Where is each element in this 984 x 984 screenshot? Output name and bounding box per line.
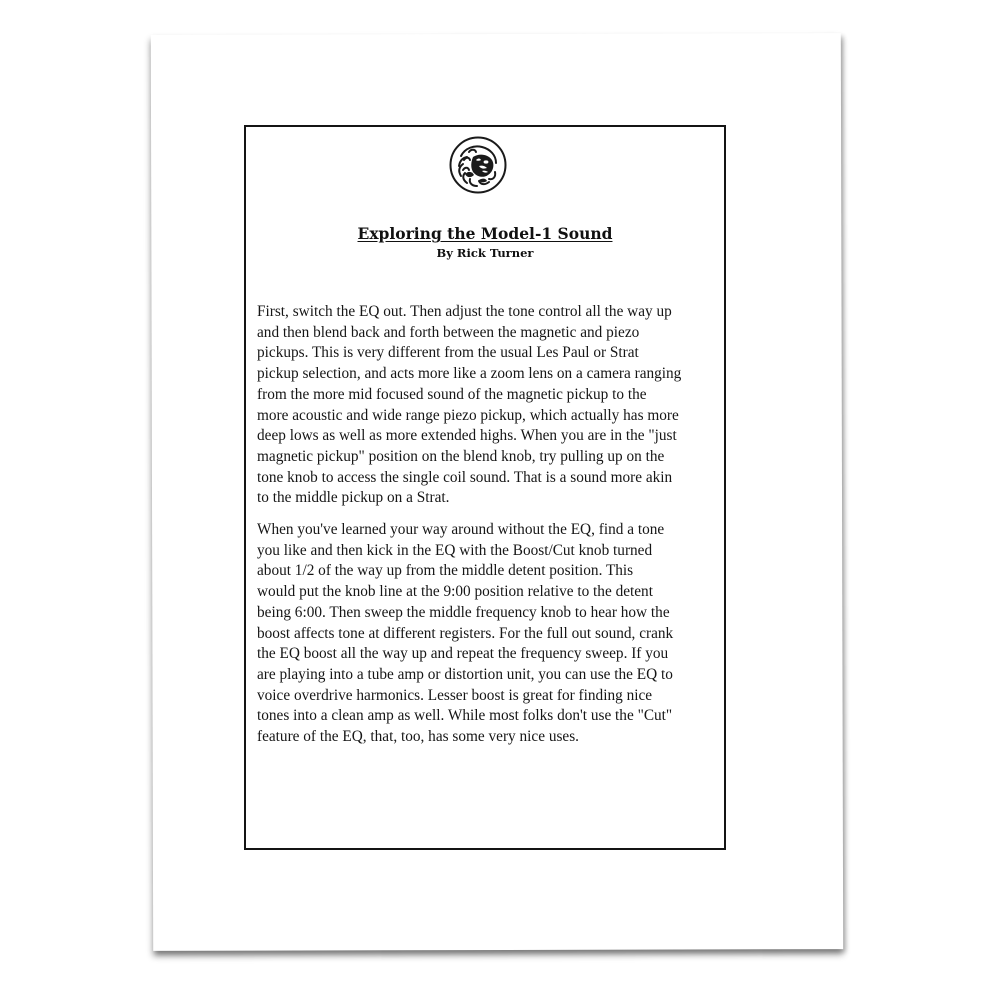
text-line: voice overdrive harmonics. Lesser boost is great for finding nice xyxy=(257,686,653,704)
text-line: about 1/2 of the way up from the middle detent position. This xyxy=(257,562,634,580)
text-line: When you've learned your way around without the EQ, find a tone xyxy=(257,521,665,538)
body-paragraph-1 xyxy=(257,302,717,509)
body-paragraph-2 xyxy=(257,520,717,748)
text-line: are playing into a tube amp or distortion unit, you can use the EQ to xyxy=(257,665,673,683)
text-line: from the more mid focused sound of the magnetic pickup to the xyxy=(257,385,647,403)
text-line: First, switch the EQ out. Then adjust the tone control all the way up xyxy=(257,303,672,320)
text-line: the EQ boost all the way up and repeat the frequency sweep. If you xyxy=(257,645,669,663)
text-line: deep lows as well as more extended highs. When you are in the "just xyxy=(257,427,677,445)
document-title: Exploring the Model-1 Sound xyxy=(357,224,613,243)
text-line: pickup selection, and acts more like a zoom lens on a camera ranging xyxy=(257,365,682,383)
text-line: you like and then kick in the EQ with the Boost/Cut knob turned xyxy=(257,541,653,559)
text-line: would put the knob line at the 9:00 position relative to the detent xyxy=(257,583,653,601)
text-line: and then blend back and forth between the magnetic and piezo xyxy=(257,323,640,341)
text-line: to the middle pickup on a Strat. xyxy=(257,489,450,507)
text-line: feature of the EQ, that, too, has some very nice uses. xyxy=(257,728,579,746)
text-line: boost affects tone at different registers. For the full out sound, crank xyxy=(257,624,674,642)
text-line: more acoustic and wide range piezo pickup, which actually has more xyxy=(257,406,679,424)
text-line: being 6:00. Then sweep the middle frequency knob to hear how the xyxy=(257,603,670,621)
author-byline: By Rick Turner xyxy=(436,246,534,260)
text-line: magnetic pickup" position on the blend knob, try pulling up on the xyxy=(257,447,665,465)
text-line: pickups. This is very different from the usual Les Paul or Strat xyxy=(257,344,639,362)
text-line: tones into a clean amp as well. While most folks don't use the "Cut" xyxy=(257,707,673,725)
lion-head-emblem-icon xyxy=(449,136,507,194)
text-line: tone knob to access the single coil sound. That is a sound more akin xyxy=(257,468,673,486)
